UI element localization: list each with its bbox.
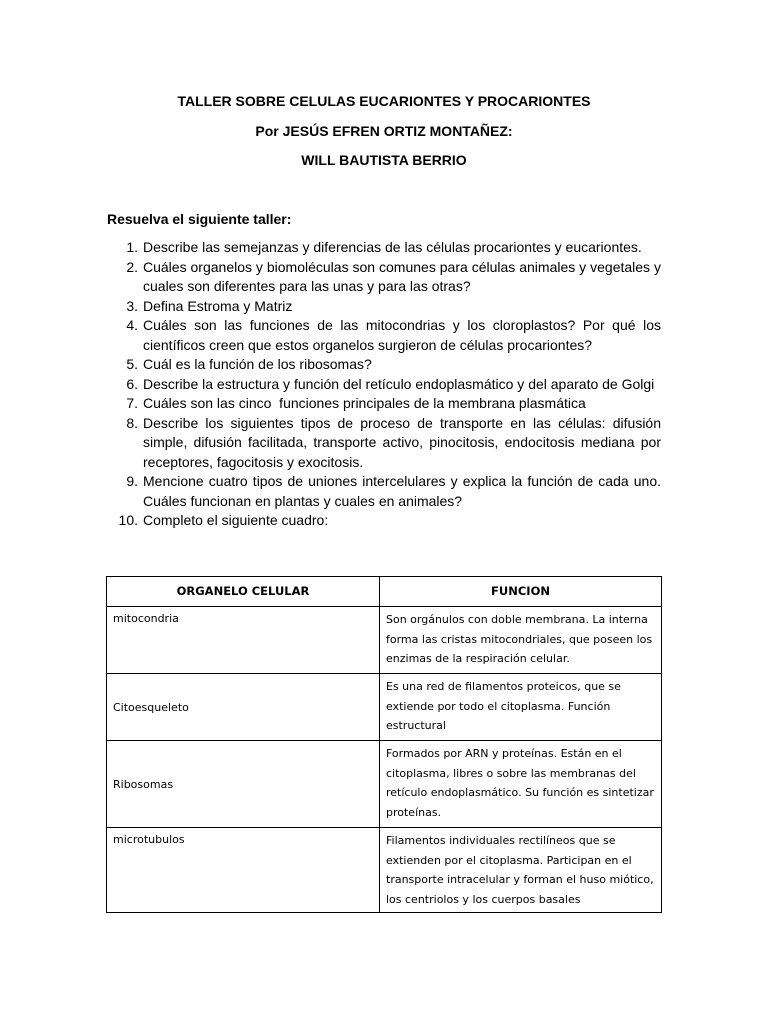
question-item xyxy=(107,258,661,297)
question-number: 2. xyxy=(126,258,138,275)
question-text: Cuáles son las funciones de las mitocondrias y los cloroplastos? Por qué los científicos creen que estos organelos surgieron de células procariontes? xyxy=(143,317,661,353)
question-item xyxy=(107,414,661,473)
question-number: 9. xyxy=(126,473,138,489)
column-header-organelo: ORGANELO CELULAR xyxy=(107,577,380,607)
funcion-cell: Es una red de filamentos proteicos, que se extiende por todo el citoplasma. Función estructural xyxy=(380,674,662,741)
question-text: Describe las semejanzas y diferencias de las células procariontes y eucariontes. xyxy=(143,239,642,255)
question-text: Cuál es la función de los ribosomas? xyxy=(143,356,372,372)
question-item xyxy=(107,511,661,531)
question-number: 8. xyxy=(126,414,138,431)
question-number: 1. xyxy=(126,239,138,255)
question-text: Describe la estructura y función del retículo endoplasmático y del aparato de Golgi xyxy=(143,375,655,392)
funcion-cell: Filamentos individuales rectilíneos que se extienden por el citoplasma. Participan en el transporte intracelular y forman el huso miótico, los centriolos y los cuerpos basales xyxy=(380,828,662,913)
funcion-cell: Son orgánulos con doble membrana. La interna forma las cristas mitocondriales, que poseen los enzimas de la respiración celular. xyxy=(380,607,662,674)
table-row xyxy=(107,607,662,674)
table-header-row xyxy=(107,577,662,607)
question-number: 4. xyxy=(126,317,138,333)
question-text: Cuáles son las cinco funciones principales de la membrana plasmática xyxy=(143,395,586,411)
question-text: Describe los siguientes tipos de proceso de transporte en las células: difusión simple, difusión facilitada, transporte activo, pinocitosis, endocitosis mediana por receptores, fagocitosis y exocitosis. xyxy=(143,414,661,470)
question-item xyxy=(107,316,661,355)
question-text: Mencione cuatro tipos de uniones intercelulares y explica la función de cada uno. Cuáles funcionan en plantas y cuales en animales? xyxy=(143,473,661,509)
funcion-cell: Formados por ARN y proteínas. Están en el citoplasma, libres o sobre las membranas del retículo endoplasmático. Su función es sintetizar proteínas. xyxy=(380,741,662,828)
table-row xyxy=(107,828,662,913)
table-row xyxy=(107,674,662,741)
question-item xyxy=(107,355,661,375)
coauthor-line: WILL BAUTISTA BERRIO xyxy=(301,152,467,168)
question-number: 3. xyxy=(126,297,138,314)
document-title: TALLER SOBRE CELULAS EUCARIONTES Y PROCARIONTES xyxy=(177,93,591,109)
table-row xyxy=(107,741,662,828)
column-header-funcion: FUNCION xyxy=(380,577,662,607)
instruction-heading: Resuelva el siguiente taller: xyxy=(107,211,292,227)
question-list xyxy=(107,238,661,531)
question-text: Cuáles organelos y biomoléculas son comunes para células animales y vegetales y cuales son diferentes para las unas y para las otras? xyxy=(143,258,661,294)
question-item xyxy=(107,375,661,395)
question-item xyxy=(107,394,661,414)
author-line: Por JESÚS EFREN ORTIZ MONTAÑEZ: xyxy=(255,123,513,139)
question-number: 7. xyxy=(126,395,138,411)
organelo-cell: microtubulos xyxy=(107,828,380,913)
question-number: 6. xyxy=(126,375,138,392)
question-text: Defina Estroma y Matriz xyxy=(143,297,293,314)
question-item xyxy=(107,297,661,317)
question-item xyxy=(107,472,661,511)
organelo-cell: Ribosomas xyxy=(107,741,380,828)
question-text: Completo el siguiente cuadro: xyxy=(143,512,329,528)
question-item xyxy=(107,238,661,258)
organelo-cell: mitocondria xyxy=(107,607,380,674)
question-number: 10. xyxy=(118,512,138,528)
organelle-table xyxy=(106,576,662,913)
question-number: 5. xyxy=(126,356,138,372)
organelo-cell: Citoesqueleto xyxy=(107,674,380,741)
